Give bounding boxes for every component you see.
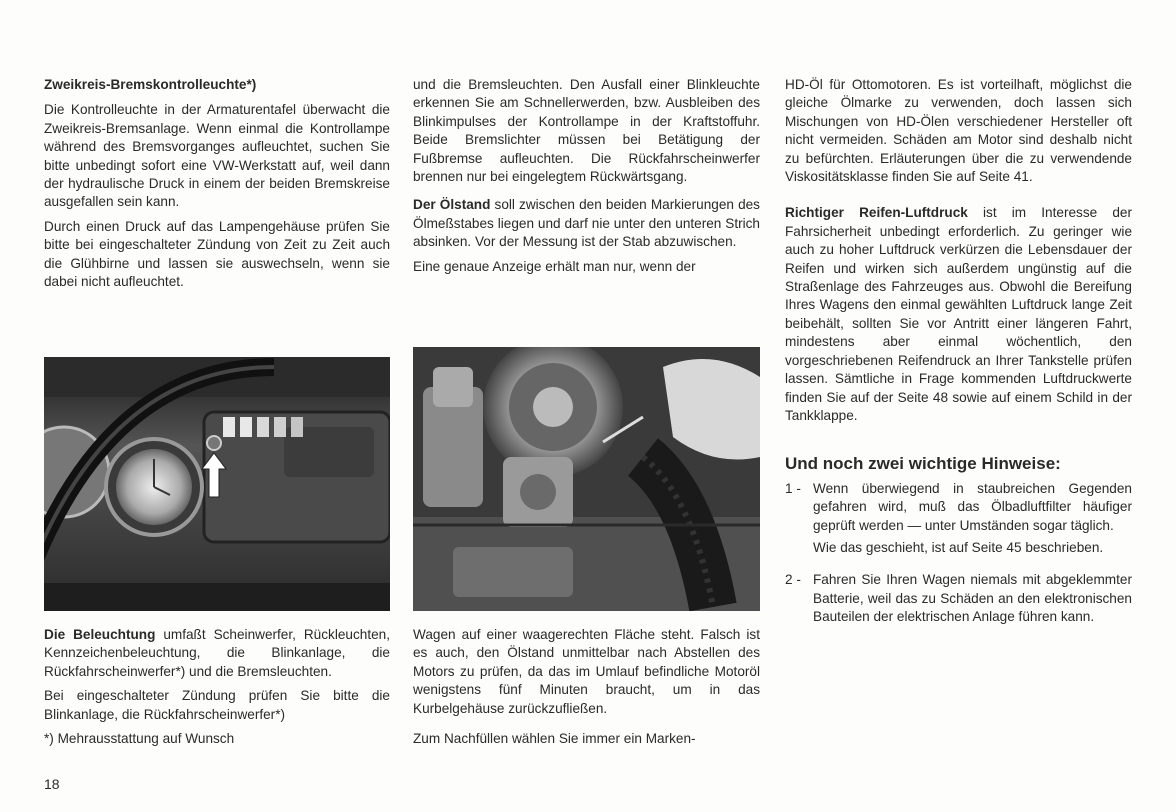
refill-paragraph: Zum Nachfüllen wählen Sie immer ein Marken- [413,731,696,747]
bulb-check-paragraph: Durch einen Druck auf das Lampengehäuse prüfen Sie bitte bei eingeschalteter Zündung von Zeit zu Zeit auch die Glühbirne und lassen sie auswechseln, wenn sie dabei nicht aufleuchtet. [44,218,390,290]
important-notes-heading: Und noch zwei wichtige Hinweise: [785,454,1061,474]
column-middle [413,76,760,282]
brake-lights-paragraph: und die Bremsleuchten. Den Ausfall einer Blinkleuchte erkennen Sie am Schnellerwerden, bzw. Ausbleiben des Blinkimpulses der Kontrollampe in der Kraftstoffuhr. Beide Bremslichter müssen bei Betätigung der Fußbremse aufleuchten. Die Rückfahrscheinwerfer brennen nur bei eingelegtem Rückwärtsgang. [413,77,760,185]
page-number: 18 [44,776,60,792]
tyre-pressure-term: Richtiger Reifen-Luftdruck [785,205,968,221]
column-left [44,76,390,297]
hd-oil-paragraph: HD-Öl für Ottomotoren. Es ist vorteilhaft, möglichst die gleiche Ölmarke zu verwenden, doch lassen sich Mischungen von HD-Ölen verschiedener Hersteller oft nicht vermeiden. Schäden am Motor sind deshalb nicht zu befürchten. Erläuterungen über die zu verwendende Viskositätsklasse finden Sie auf Seite 41. [785,77,1132,185]
oil-level-text: soll zwischen den beiden Markierungen des Ölmeßstabes liegen und darf nie unter den unteren Strich absinken. Vor der Messung ist der Stab abzuwischen. [413,197,760,250]
list-item-number: 1 - [785,480,801,496]
list-item [785,480,1132,562]
indicator-check-paragraph: Bei eingeschalteter Zündung prüfen Sie bitte die Blinkanlage, die Rückfahrscheinwerfer*) [44,688,390,722]
list-item [785,571,1132,630]
list-item-text: Fahren Sie Ihren Wagen niemals mit abgeklemmter Batterie, weil das zu Schäden an den elektronischen Bauteilen der elektrischen Anlage führen kann. [813,572,1132,625]
engine-photo [413,347,760,611]
list-item-text: Wie das geschieht, ist auf Seite 45 beschrieben. [813,539,1104,555]
important-notes-list [785,480,1132,631]
brake-warning-heading: Zweikreis-Bremskontrolleuchte*) [44,77,257,92]
oil-reading-paragraph: Eine genaue Anzeige erhält man nur, wenn der [413,258,696,274]
dashboard-photo [44,357,390,611]
brake-warning-paragraph: Die Kontrolleuchte in der Armaturentafel überwacht die Zweikreis-Bremsanlage. Wenn einmal die Kontrollampe während des Bremsvorganges aufleuchtet, suchen Sie bitte unbedingt sofort eine VW-Werkstatt auf, weil dann der hydraulische Druck in einem der beiden Bremskreise ausgefallen sein kann. [44,102,390,210]
column-middle-lower [413,626,760,754]
tyre-pressure-text: ist im Interesse der Fahrsicherheit unbedingt erforderlich. Zu geringer wie auch zu hoher Luftdruck verkürzen die Lebensdauer der Reifen und wirken sich außerdem ungünstig auf die Straßenlage des Fahrzeuges aus. Obwohl die Bereifung Ihres Wagens den einmal gewählten Luftdruck lange Zeit beibehält, sollten Sie vor Antritt einer längeren Fahrt, mindestens aber einmal wöchentlich, den vorgeschriebenen Reifendruck an Ihrer Tankstelle prüfen lassen. Sämtliche in Frage kommenden Luftdruckwerte finden Sie auf der Seite 48 sowie auf einem Schild in der Tankklappe. [785,205,1133,423]
column-left-lower [44,626,390,754]
list-item-text: Wenn überwiegend in staubreichen Gegenden gefahren wird, muß das Ölbadluftfilter häufiger geprüft werden — unter Umständen sogar täglich. [813,480,1132,533]
level-surface-paragraph: Wagen auf einer waagerechten Fläche steht. Falsch ist es auch, den Ölstand unmittelbar nach Abstellen des Motors zu prüfen, da das im Umlauf befindliche Motoröl wenigstens fünf Minuten braucht, um in das Kurbelgehäuse zurückzufließen. [413,627,760,716]
lighting-text: umfaßt Scheinwerfer, Rückleuchten, Kennzeichenbeleuchtung, die Blinkanlage, die Rückfahrscheinwerfer*) und die Bremsleuchten. [44,627,390,679]
lighting-paragraph [44,626,390,681]
oil-level-paragraph [413,196,760,251]
lighting-term: Die Beleuchtung [44,627,156,642]
footnote: *) Mehrausstattung auf Wunsch [44,731,235,747]
list-item-number: 2 - [785,572,801,588]
tyre-pressure-paragraph [785,204,1132,425]
column-right [785,76,1132,641]
oil-level-term: Der Ölstand [413,197,491,213]
